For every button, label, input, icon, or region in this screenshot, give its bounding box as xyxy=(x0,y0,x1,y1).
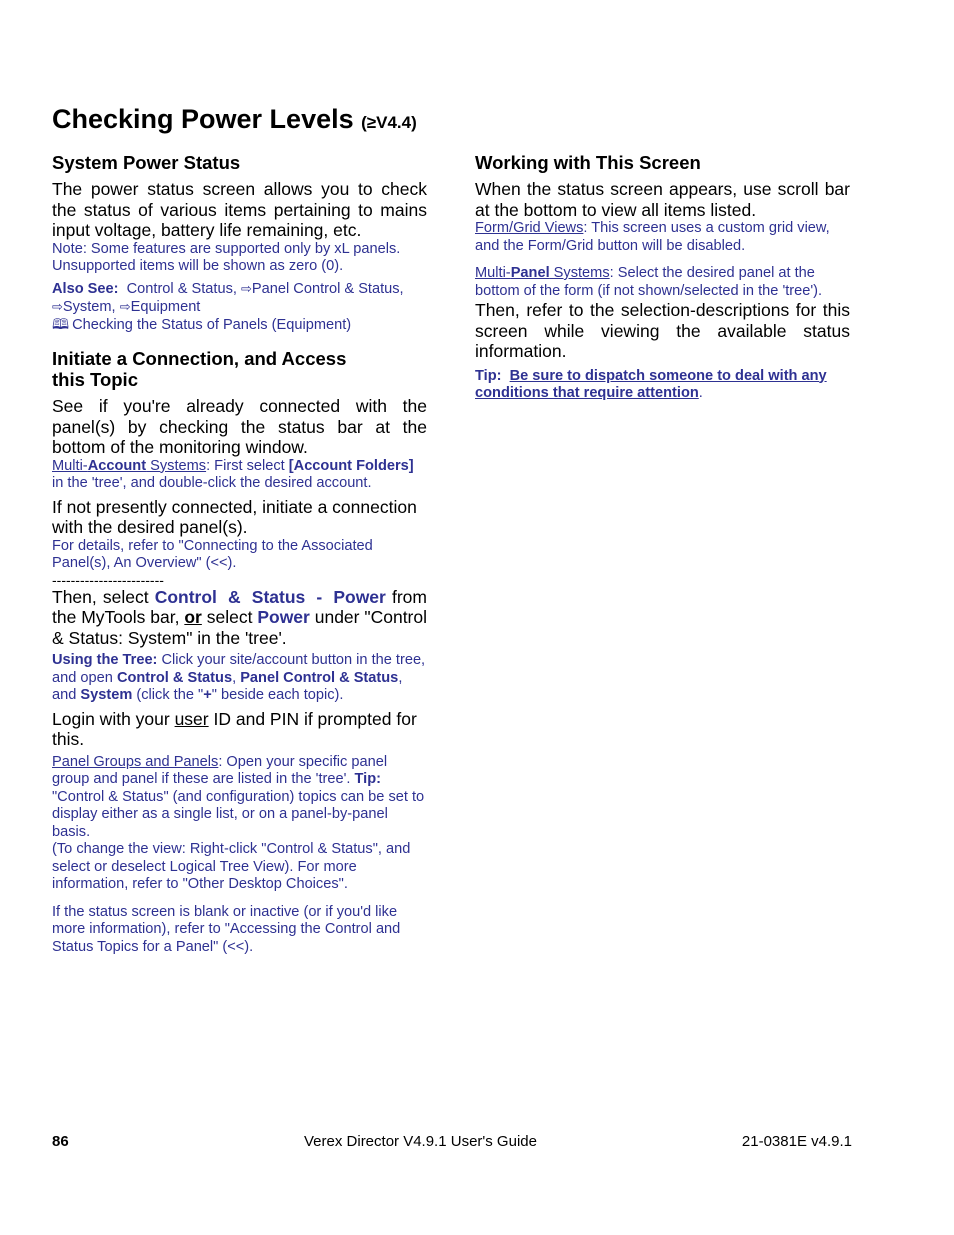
selection-descriptions-text: Then, refer to the selection-descriptions for this screen while viewing the available status information. xyxy=(475,300,850,361)
control-status-power-link[interactable]: Control & Status - Power xyxy=(154,586,386,607)
login-text: Login with your user ID and PIN if prompted for this. xyxy=(52,708,417,749)
right-column xyxy=(475,152,850,403)
book-icon: 🕮 xyxy=(52,316,70,333)
using-tree-note: Using the Tree: Click your site/account button in the tree, and open Control & Status, Panel Control & Status, and System (click the "+" beside each topic). xyxy=(52,652,426,703)
form-grid-link[interactable]: Form/Grid Views xyxy=(475,220,584,236)
link-equipment[interactable]: Equipment xyxy=(130,299,201,315)
page-number: 86 xyxy=(52,1133,69,1150)
connection-check-text: See if you're already connected with the panel(s) by checking the status bar at the bottom of the monitoring window. xyxy=(52,396,427,457)
link-system[interactable]: System, xyxy=(62,299,116,315)
details-note: For details, refer to "Connecting to the Associated Panel(s), An Overview" (<<). xyxy=(52,537,373,571)
link-panel-control-status[interactable]: Panel Control & Status, xyxy=(251,280,404,297)
scroll-bar-text: When the status screen appears, use scroll bar at the bottom to view all items listed. xyxy=(475,179,850,220)
panel-groups-link[interactable]: Panel Groups and Panels xyxy=(52,753,219,770)
change-view-note: (To change the view: Right-click "Control & Status", and select or deselect Logical Tree View). For more information, refer to "Other Desktop Choices". xyxy=(52,841,411,892)
form-grid-note: Form/Grid Views: This screen uses a custom grid view, and the Form/Grid button will be disabled. xyxy=(475,220,830,254)
guide-title: Verex Director V4.9.1 User's Guide xyxy=(304,1133,537,1150)
page-title xyxy=(52,104,417,135)
initiate-connection-text: If not presently connected, initiate a connection with the desired panel(s). xyxy=(52,496,417,537)
multi-account-link[interactable]: Multi-Account Systems xyxy=(52,457,207,474)
dispatch-tip: Tip: Be sure to dispatch someone to deal with any conditions that require attention. xyxy=(475,367,827,401)
separator: ------------------------ xyxy=(52,571,164,588)
multi-panel-note: Multi-Panel Systems: Select the desired panel at the bottom of the form (if not shown/selected in the 'tree'). xyxy=(475,265,823,299)
link-checking-status-panels[interactable]: Checking the Status of Panels (Equipment) xyxy=(72,316,352,333)
multi-account-note: Multi-Account Systems: First select [Account Folders] in the 'tree', and double-click the desired account. xyxy=(52,457,414,491)
heading-working-with-screen: Working with This Screen xyxy=(475,152,701,173)
heading-initiate-connection: Initiate a Connection, and Access this Topic xyxy=(52,348,347,390)
page-title-main: Checking Power Levels xyxy=(52,104,354,134)
left-column xyxy=(52,152,427,956)
arrow-icon: ⇨ xyxy=(52,299,63,314)
system-power-description: The power status screen allows you to check the status of various items pertaining to mains input voltage, battery life remaining, etc. xyxy=(52,179,427,240)
xl-panels-note: Note: Some features are supported only by xL panels. Unsupported items will be shown as zero (0). xyxy=(52,240,401,274)
arrow-icon: ⇨ xyxy=(241,280,252,296)
multi-panel-link[interactable]: Multi-Panel Systems xyxy=(475,265,610,281)
panel-groups-note: Panel Groups and Panels: Open your specific panel group and panel if these are listed in the 'tree'. Tip: "Control & Status" (and configuration) topics can be set to display either as a single list, or on a panel-by-panel basis. xyxy=(52,753,425,840)
document-number: 21-0381E v4.9.1 xyxy=(741,1133,852,1150)
version-note: (≥V4.4) xyxy=(361,113,417,132)
heading-system-power-status: System Power Status xyxy=(52,152,241,173)
power-link[interactable]: Power xyxy=(257,607,310,627)
select-power-text: Then, select Control & Status - Power from the MyTools bar, or select Power under "Control & Status: System" in the 'tree'. xyxy=(52,586,427,648)
arrow-icon: ⇨ xyxy=(119,299,131,314)
link-control-status[interactable]: Control & Status, xyxy=(126,280,237,297)
also-see-block xyxy=(52,280,427,335)
blank-screen-note: If the status screen is blank or inactive (or if you'd like more information), refer to "Accessing the Control and Status Topics for a Panel" (<<). xyxy=(52,903,401,955)
also-see-label: Also See: xyxy=(52,280,119,297)
